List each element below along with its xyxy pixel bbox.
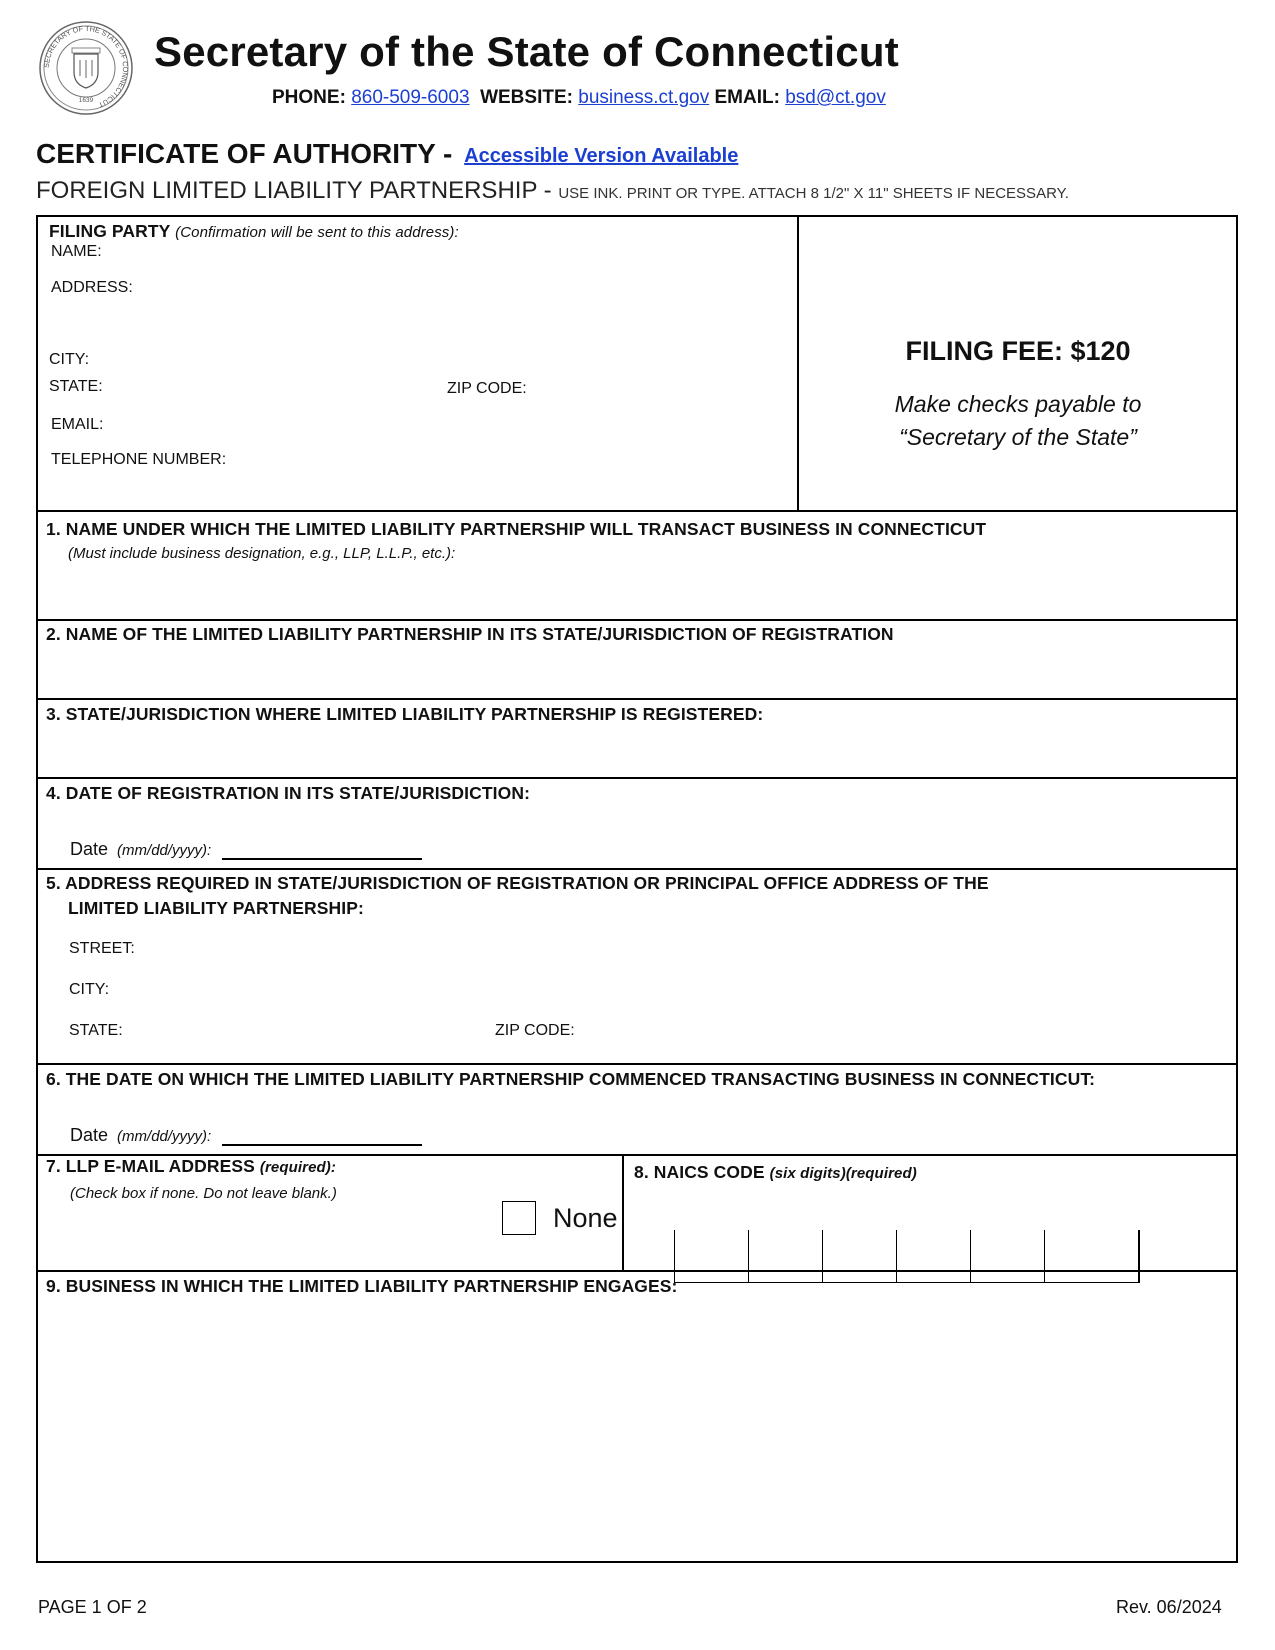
section-7-title-text: 7. LLP E-MAIL ADDRESS	[46, 1156, 255, 1176]
section-4-title: 4. DATE OF REGISTRATION IN ITS STATE/JURISDICTION:	[46, 783, 530, 803]
section-5-state-label: STATE:	[69, 1022, 123, 1039]
state-seal-icon	[38, 20, 134, 116]
none-checkbox[interactable]	[502, 1201, 536, 1235]
date-label: Date	[70, 839, 109, 859]
section-6-title: 6. THE DATE ON WHICH THE LIMITED LIABILITY PARTNERSHIP COMMENCED TRANSACTING BUSINESS IN CONNECTICUT:	[46, 1069, 1096, 1089]
section-3-title: 3. STATE/JURISDICTION WHERE LIMITED LIABILITY PARTNERSHIP IS REGISTERED:	[46, 704, 764, 724]
phone-label: PHONE:	[272, 87, 346, 108]
filing-zip-label: ZIP CODE:	[447, 380, 527, 397]
section-1-title: 1. NAME UNDER WHICH THE LIMITED LIABILITY PARTNERSHIP WILL TRANSACT BUSINESS IN CONNECTICUT	[46, 519, 987, 539]
filing-address-label: ADDRESS:	[51, 279, 133, 296]
section-2-title: 2. NAME OF THE LIMITED LIABILITY PARTNERSHIP IN ITS STATE/JURISDICTION OF REGISTRATION	[46, 624, 894, 644]
phone-link[interactable]: 860-509-6003	[351, 87, 470, 108]
form-title-text: CERTIFICATE OF AUTHORITY -	[36, 138, 453, 169]
naics-digit-6[interactable]	[1044, 1230, 1138, 1283]
accessible-version-link[interactable]: Accessible Version Available	[464, 145, 739, 167]
date-label: Date	[70, 1125, 109, 1145]
date-format: (mm/dd/yyyy):	[117, 842, 212, 859]
date-input-line[interactable]	[222, 1126, 422, 1146]
section-7-note: (Check box if none. Do not leave blank.)	[70, 1185, 337, 1202]
filing-city-label: CITY:	[49, 351, 90, 368]
section-5-street-label: STREET:	[69, 940, 135, 957]
divider	[36, 777, 1238, 779]
section-4-date-field[interactable]	[70, 839, 422, 860]
naics-digit-1[interactable]	[674, 1230, 748, 1283]
filing-email-label: EMAIL:	[51, 416, 104, 433]
naics-digit-5[interactable]	[970, 1230, 1044, 1283]
section-8-note: (six digits)(required)	[769, 1165, 917, 1182]
form-title	[36, 138, 738, 170]
email-link[interactable]: bsd@ct.gov	[785, 87, 886, 108]
divider	[36, 868, 1238, 870]
fee-payable-note	[818, 388, 1218, 454]
filing-state-label: STATE:	[49, 378, 103, 395]
naics-digit-2[interactable]	[748, 1230, 822, 1283]
divider	[36, 698, 1238, 700]
filing-party-heading	[49, 221, 459, 242]
none-checkbox-label: None	[553, 1203, 618, 1233]
fee-note-line2: “Secretary of the State”	[899, 424, 1137, 450]
section-8-title-text: 8. NAICS CODE	[634, 1162, 765, 1182]
naics-digit-3[interactable]	[822, 1230, 896, 1283]
section-5-title-line1: 5. ADDRESS REQUIRED IN STATE/JURISDICTION OF REGISTRATION OR PRINCIPAL OFFICE ADDRESS OF THE	[46, 873, 989, 893]
page-title: Secretary of the State of Connecticut	[154, 28, 899, 75]
naics-box-end	[1138, 1230, 1140, 1283]
website-label: WEBSITE:	[480, 87, 573, 108]
date-input-line[interactable]	[222, 840, 422, 860]
section-5-zip-label: ZIP CODE:	[495, 1022, 575, 1039]
divider	[36, 619, 1238, 621]
divider	[36, 510, 1238, 512]
revision-date: Rev. 06/2024	[1116, 1597, 1222, 1617]
section-8-title	[634, 1162, 917, 1183]
filing-party-title: FILING PARTY	[49, 221, 171, 241]
form-subtitle-text: FOREIGN LIMITED LIABILITY PARTNERSHIP -	[36, 177, 552, 204]
divider	[797, 215, 799, 511]
section-5-title-line2: LIMITED LIABILITY PARTNERSHIP:	[68, 898, 364, 918]
seal-ring-text: SECRETARY OF THE STATE OF CONNECTICUT	[41, 23, 131, 110]
filing-telephone-label: TELEPHONE NUMBER:	[51, 451, 227, 468]
email-label: EMAIL:	[714, 87, 780, 108]
website-link[interactable]: business.ct.gov	[578, 87, 710, 108]
section-7-required: (required):	[259, 1159, 336, 1176]
section-6-date-field[interactable]	[70, 1125, 422, 1146]
section-9-input-area[interactable]	[40, 1305, 1234, 1559]
section-5-city-label: CITY:	[69, 981, 110, 998]
fee-note-line1: Make checks payable to	[894, 391, 1142, 417]
section-7-title	[46, 1156, 336, 1177]
filing-fee: FILING FEE: $120	[905, 336, 1131, 366]
date-format: (mm/dd/yyyy):	[117, 1128, 212, 1145]
form-subtitle	[36, 177, 1069, 205]
page-number: PAGE 1 OF 2	[38, 1597, 147, 1617]
section-1-note: (Must include business designation, e.g., LLP, L.L.P., etc.):	[68, 545, 456, 562]
divider	[36, 1063, 1238, 1065]
naics-digit-4[interactable]	[896, 1230, 970, 1283]
seal-year: 1639	[78, 97, 94, 104]
form-instructions: USE INK. PRINT OR TYPE. ATTACH 8 1/2" X 11" SHEETS IF NECESSARY.	[558, 185, 1069, 202]
divider	[622, 1154, 624, 1271]
filing-name-label: NAME:	[51, 243, 102, 260]
section-9-title: 9. BUSINESS IN WHICH THE LIMITED LIABILITY PARTNERSHIP ENGAGES:	[46, 1276, 678, 1296]
contact-info	[272, 87, 886, 109]
filing-party-note: (Confirmation will be sent to this address):	[175, 224, 459, 241]
